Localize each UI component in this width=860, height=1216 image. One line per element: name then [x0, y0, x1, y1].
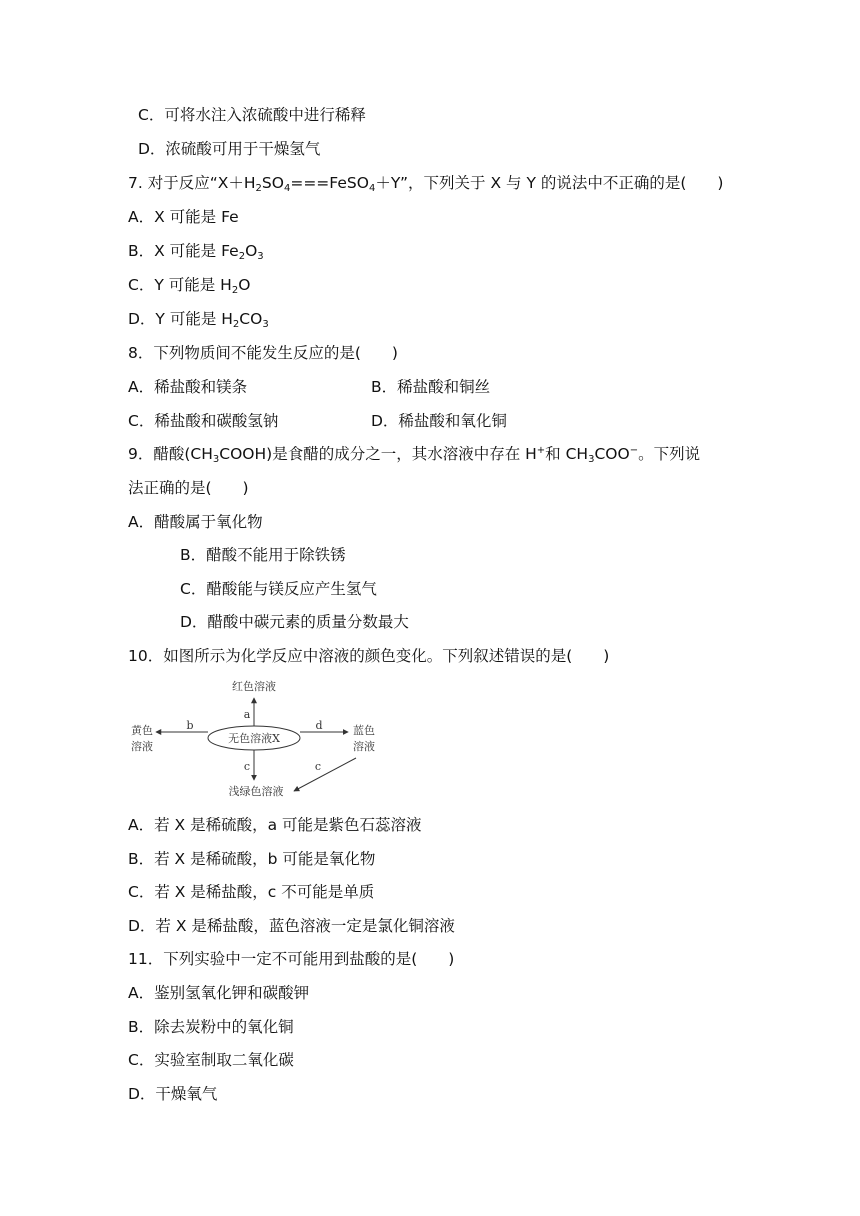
- q8-stem: 8．下列物质间不能发生反应的是( ): [128, 344, 398, 362]
- q10-option-a: A．若 X 是稀硫酸，a 可能是紫色石蕊溶液: [128, 816, 422, 834]
- top-label: 红色溶液: [232, 680, 276, 693]
- q6-option-c: C．可将水注入浓硫酸中进行稀释: [138, 106, 366, 124]
- q10-option-d: D．若 X 是稀盐酸，蓝色溶液一定是氯化铜溶液: [128, 917, 455, 935]
- q10-stem: 10．如图所示为化学反应中溶液的颜色变化。下列叙述错误的是( ): [128, 647, 610, 665]
- q11-option-b: B．除去炭粉中的氧化铜: [128, 1018, 294, 1036]
- q9-stem-line2: 法正确的是( ): [128, 479, 249, 497]
- q7-stem: 7. 对于反应“$X+H_2SO_4===FeSO_4+Y$”，下列关于 X 与 Y 的说法中不正确的是( ): [128, 174, 724, 194]
- label-b: b: [186, 719, 194, 732]
- label-c2: c: [314, 760, 322, 773]
- right-label-2: 溶液: [353, 740, 375, 753]
- center-label: 无色溶液X: [228, 732, 280, 745]
- q6-option-d: D．浓硫酸可用于干燥氢气: [138, 140, 321, 158]
- q8-option-b: B．稀盐酸和铜丝: [371, 378, 491, 396]
- color-change-diagram: [126, 676, 386, 806]
- label-a: a: [243, 708, 251, 721]
- q9-option-a: A．醋酸属于氧化物: [128, 513, 263, 531]
- label-d: d: [315, 719, 323, 732]
- q8-option-d: D．稀盐酸和氧化铜: [371, 412, 507, 430]
- q10-option-c: C．若 X 是稀盐酸，c 不可能是单质: [128, 883, 375, 901]
- q9-option-c: C．醋酸能与镁反应产生氢气: [180, 580, 377, 598]
- left-label-1: 黄色: [131, 724, 153, 737]
- q9-option-d: D．醋酸中碳元素的质量分数最大: [180, 613, 409, 631]
- q9-option-b: B．醋酸不能用于除铁锈: [180, 546, 346, 564]
- q11-option-d: D．干燥氧气: [128, 1085, 218, 1103]
- q8-option-a: A．稀盐酸和镁条: [128, 378, 248, 396]
- q10-option-b: B．若 X 是稀硫酸，b 可能是氧化物: [128, 850, 376, 868]
- arrow-c2: [294, 758, 356, 791]
- q11-option-a: A．鉴别氢氧化钾和碳酸钾: [128, 984, 310, 1002]
- q11-option-c: C．实验室制取二氧化碳: [128, 1051, 294, 1069]
- q7-option-a: A．X 可能是 Fe: [128, 208, 239, 226]
- q8-option-c: C．稀盐酸和碳酸氢钠: [128, 412, 279, 430]
- q7-option-c: C．Y 可能是 $H_2O$: [128, 276, 251, 296]
- q7-option-b: B．X 可能是 $Fe_2O_3$: [128, 242, 264, 262]
- right-label-1: 蓝色: [353, 724, 375, 737]
- q7-option-d: D．Y 可能是 $H_2CO_3$: [128, 310, 269, 330]
- q11-stem: 11．下列实验中一定不可能用到盐酸的是( ): [128, 950, 455, 968]
- label-c: c: [243, 760, 251, 773]
- bottom-label: 浅绿色溶液: [228, 785, 284, 798]
- left-label-2: 溶液: [131, 740, 153, 753]
- q9-stem-line1: 9．醋酸$(CH_3COOH)$是食醋的成分之一，其水溶液中存在 H+和 $CH_3COO^-$。下列说: [128, 445, 701, 465]
